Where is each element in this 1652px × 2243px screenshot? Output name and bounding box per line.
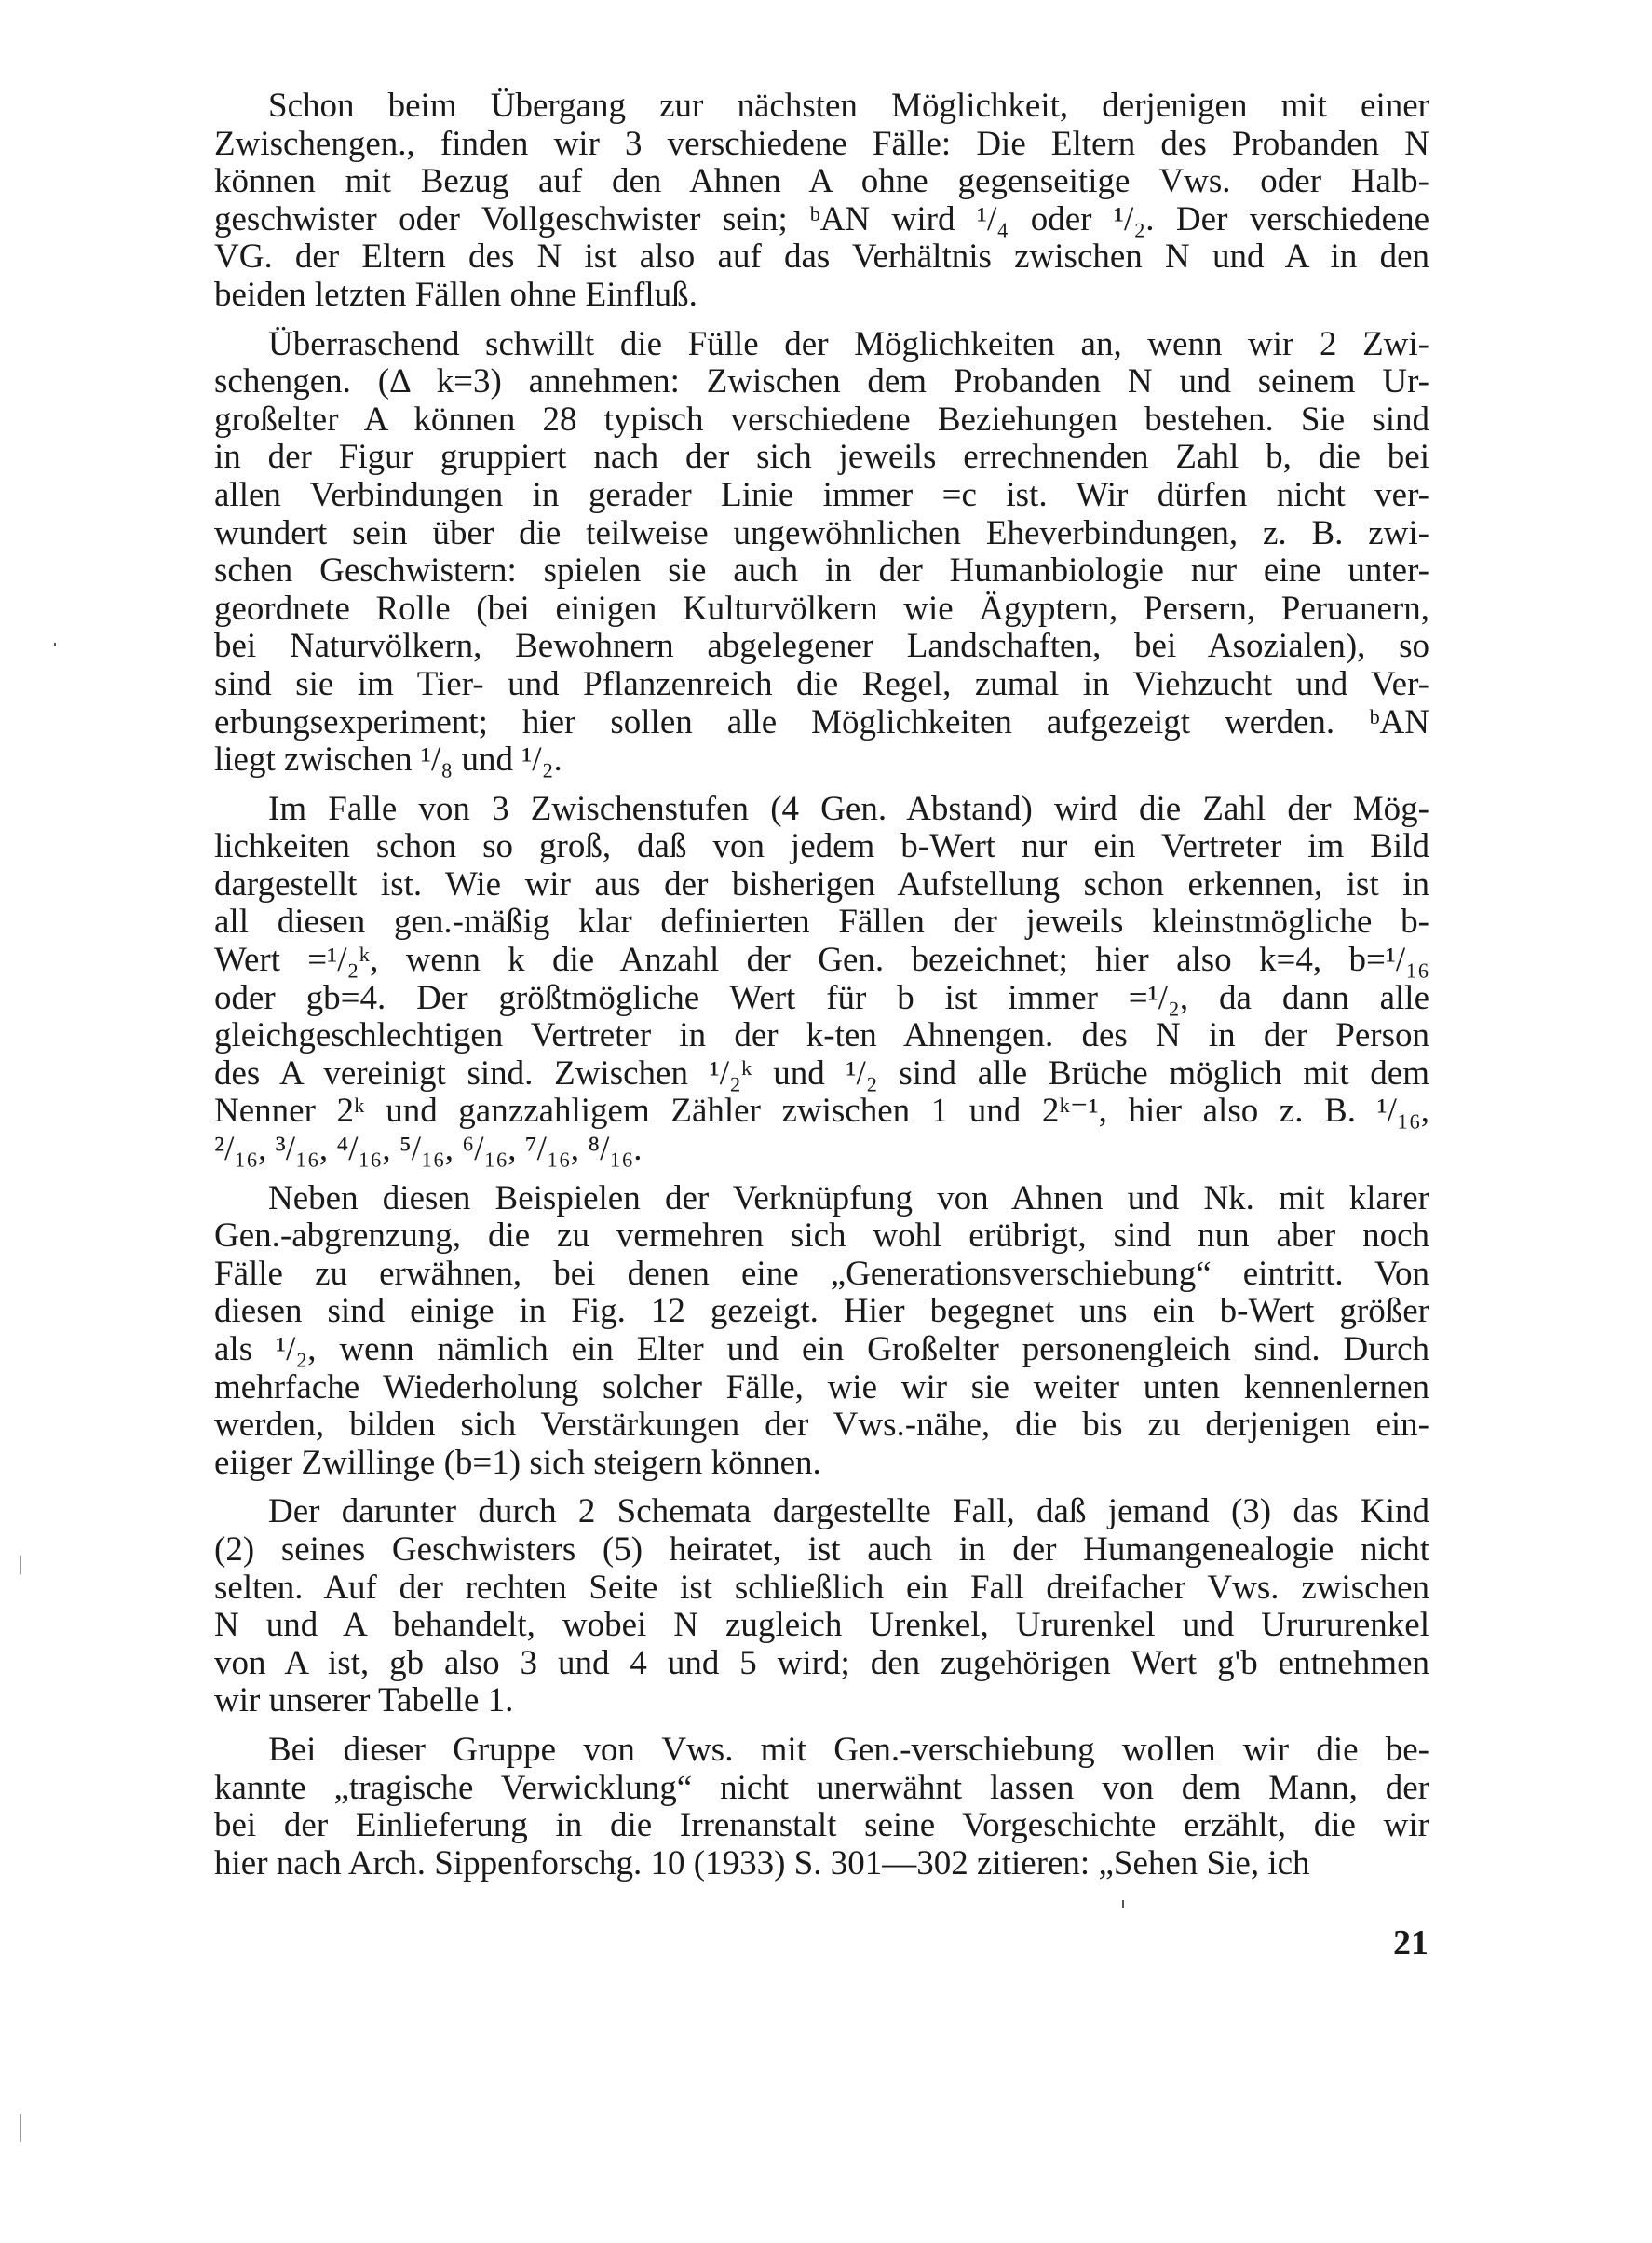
text-line: wundert sein über die teilweise ungewöhnlichen Eheverbindungen, z. B. zwi- <box>214 513 1429 552</box>
text-line: Überraschend schwillt die Fülle der Möglichkeiten an, wenn wir 2 Zwi- <box>268 324 1429 363</box>
text-line: hier nach Arch. Sippenforschg. 10 (1933) S. 301—302 zitieren: „Sehen Sie, ich <box>214 1843 1310 1883</box>
text-line: oder gb=4. Der größtmögliche Wert für b ist immer =¹/₂, da dann alle <box>214 978 1429 1017</box>
text-line: wir unserer Tabelle 1. <box>214 1681 514 1720</box>
text-line: Der darunter durch 2 Schemata dargestellte Fall, daß jemand (3) das Kind <box>268 1492 1429 1531</box>
text-line: Fälle zu erwähnen, bei denen eine „Generationsverschiebung“ eintritt. Von <box>214 1254 1429 1293</box>
text-line: Gen.-abgrenzung, die zu vermehren sich wohl erübrigt, sind nun aber noch <box>214 1217 1429 1256</box>
text-line: Zwischengen., finden wir 3 verschiedene Fälle: Die Eltern des Probanden N <box>214 124 1429 163</box>
text-line: all diesen gen.-mäßig klar definierten Fällen der jeweils kleinstmögliche b- <box>214 903 1429 942</box>
text-line: schengen. (Δ k=3) annehmen: Zwischen dem Probanden N und seinem Ur- <box>214 362 1429 401</box>
text-line: schen Geschwistern: spielen sie auch in der Humanbiologie nur eine unter- <box>214 551 1429 591</box>
text-line: Nenner 2ᵏ und ganzzahligem Zähler zwischen 1 und 2ᵏ⁻¹, hier also z. B. ¹/₁₆, <box>214 1092 1429 1131</box>
text-line: kannte „tragische Verwicklung“ nicht unerwähnt lassen von dem Mann, der <box>214 1768 1429 1807</box>
text-line: großelter A können 28 typisch verschiedene Beziehungen bestehen. Sie sind <box>214 400 1429 439</box>
scan-speck <box>20 2114 21 2142</box>
text-line: bei Naturvölkern, Bewohnern abgelegener Landschaften, bei Asozialen), so <box>214 627 1429 666</box>
paragraph <box>214 791 1429 1169</box>
text-line: ²/₁₆, ³/₁₆, ⁴/₁₆, ⁵/₁₆, ⁶/₁₆, ⁷/₁₆, ⁸/₁₆. <box>214 1130 643 1169</box>
scan-speck <box>1122 1900 1124 1908</box>
text-line: geordnete Rolle (bei einigen Kulturvölkern wie Ägyptern, Persern, Peruanern, <box>214 589 1429 628</box>
text-line: lichkeiten schon so groß, daß von jedem b-Wert nur ein Vertreter im Bild <box>214 827 1429 866</box>
scan-speck <box>20 1556 21 1574</box>
paragraph <box>214 1732 1429 1883</box>
text-line: bei der Einlieferung in die Irrenanstalt seine Vorgeschichte erzählt, die wir <box>214 1806 1429 1845</box>
text-line: allen Verbindungen in gerader Linie immer =c ist. Wir dürfen nicht ver- <box>214 475 1429 514</box>
text-line: dargestellt ist. Wie wir aus der bisherigen Aufstellung schon erkennen, ist in <box>214 864 1429 904</box>
text-line: können mit Bezug auf den Ahnen A ohne gegenseitige Vws. oder Halb- <box>214 162 1429 201</box>
text-line: liegt zwischen ¹/₈ und ¹/₂. <box>214 741 562 780</box>
paragraph <box>214 88 1429 315</box>
text-line: sind sie im Tier- und Pflanzenreich die Regel, zumal in Viehzucht und Ver- <box>214 664 1429 703</box>
text-line: eiiger Zwillinge (b=1) sich steigern können. <box>214 1443 821 1482</box>
text-line: werden, bilden sich Verstärkungen der Vws.-nähe, die bis zu derjenigen ein- <box>214 1406 1429 1445</box>
text-line: (2) seines Geschwisters (5) heiratet, ist auch in der Humangenealogie nicht <box>214 1529 1429 1569</box>
text-line: von A ist, gb also 3 und 4 und 5 wird; den zugehörigen Wert g'b entnehmen <box>214 1643 1429 1682</box>
text-line: N und A behandelt, wobei N zugleich Urenkel, Ururenkel und Urururenkel <box>214 1606 1429 1645</box>
body-text <box>214 88 1429 1883</box>
text-line: diesen sind einige in Fig. 12 gezeigt. Hier begegnet uns ein b-Wert größer <box>214 1292 1429 1331</box>
paragraph <box>214 1493 1429 1720</box>
text-line: geschwister oder Vollgeschwister sein; ᵇAN wird ¹/₄ oder ¹/₂. Der verschiedene <box>214 199 1429 238</box>
text-line: erbungsexperiment; hier sollen alle Möglichkeiten aufgezeigt werden. ᵇAN <box>214 702 1429 741</box>
paragraph <box>214 1180 1429 1483</box>
text-line: Im Falle von 3 Zwischenstufen (4 Gen. Abstand) wird die Zahl der Mög- <box>268 789 1429 828</box>
text-line: Wert =¹/₂ᵏ, wenn k die Anzahl der Gen. bezeichnet; hier also k=4, b=¹/₁₆ <box>214 941 1429 980</box>
text-line: des A vereinigt sind. Zwischen ¹/₂ᵏ und ¹/₂ sind alle Brüche möglich mit dem <box>214 1054 1429 1093</box>
text-line: gleichgeschlechtigen Vertreter in der k-ten Ahnengen. des N in der Person <box>214 1016 1429 1055</box>
text-line: selten. Auf der rechten Seite ist schließlich ein Fall dreifacher Vws. zwischen <box>214 1568 1429 1607</box>
scan-speck <box>54 643 56 646</box>
paragraph <box>214 326 1429 780</box>
text-line: in der Figur gruppiert nach der sich jeweils errechnenden Zahl b, die bei <box>214 438 1429 477</box>
text-line: Bei dieser Gruppe von Vws. mit Gen.-verschiebung wollen wir die be- <box>268 1730 1429 1769</box>
text-line: Schon beim Übergang zur nächsten Möglichkeit, derjenigen mit einer <box>268 87 1429 125</box>
text-line: Neben diesen Beispielen der Verknüpfung von Ahnen und Nk. mit klarer <box>268 1178 1429 1217</box>
text-line: beiden letzten Fällen ohne Einfluß. <box>214 275 697 314</box>
text-line: mehrfache Wiederholung solcher Fälle, wie wir sie weiter unten kennenlernen <box>214 1367 1429 1407</box>
text-line: als ¹/₂, wenn nämlich ein Elter und ein Großelter personengleich sind. Durch <box>214 1330 1429 1368</box>
page-number: 21 <box>1393 1924 1429 1963</box>
text-line: VG. der Eltern des N ist also auf das Verhältnis zwischen N und A in den <box>214 238 1429 277</box>
